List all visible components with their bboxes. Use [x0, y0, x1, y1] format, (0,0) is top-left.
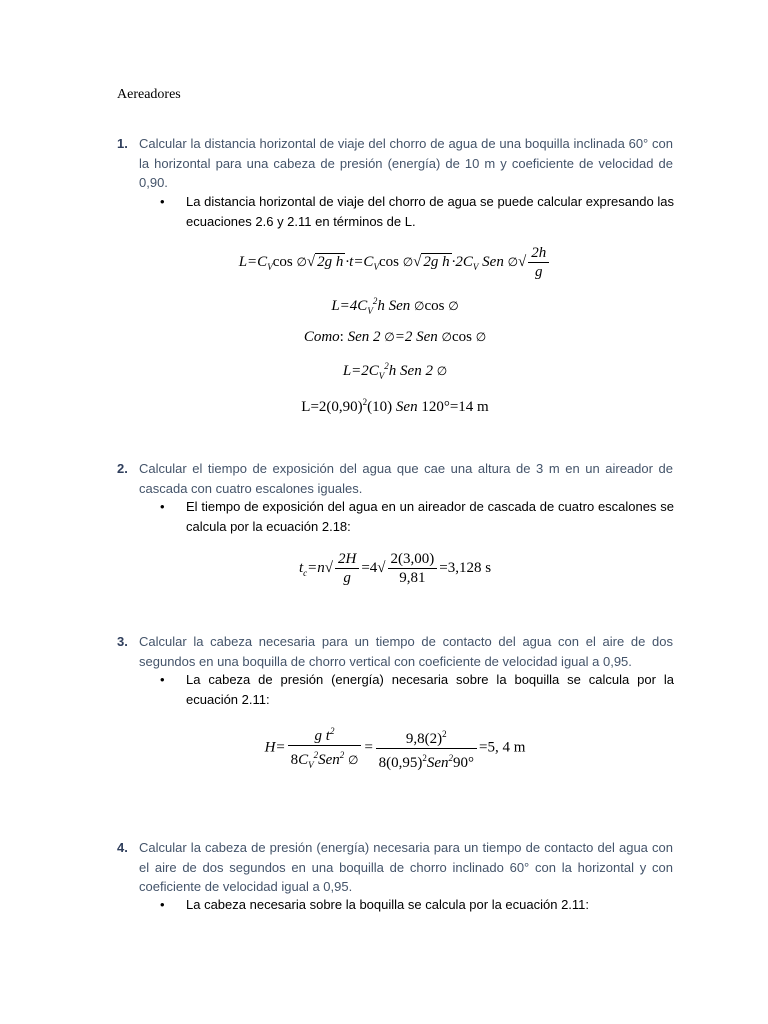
equation-3: H= $\frac{g t^2}{8C_V^2Sen^2 \emptyset}$ = $\frac{9,8(2)^2}{8(0,95)^2Sen^290^\circ}$ =5, 4 m [117, 722, 673, 774]
question-number: 4. [117, 840, 128, 855]
question-number: 3. [117, 634, 128, 649]
bullet-1 [160, 192, 674, 231]
question-text: Calcular la cabeza necesaria para un tiempo de contacto del agua con el aire de dos segundos en una boquilla de chorro vertical con coeficiente de velocidad igual a 0,95. [139, 634, 673, 669]
equation-2-result: =3,128 s [439, 559, 492, 576]
bullet-text: La distancia horizontal de viaje del chorro de agua se puede calcular expresando las ecuaciones 2.6 y 2.11 en términos de L. [186, 194, 674, 229]
equation-1c: Como: Sen 2 ∅=2 Sen ∅cos ∅ [303, 329, 487, 345]
question-2 [117, 459, 673, 498]
question-number: 2. [117, 461, 128, 476]
question-3 [117, 632, 673, 671]
question-text: Calcular el tiempo de exposición del agua que cae una altura de 3 m en un aireador de cascada con cuatro escalones iguales. [139, 461, 673, 496]
question-text: Calcular la distancia horizontal de viaje del chorro de agua de una boquilla inclinada 60° con la horizontal para una cabeza de presión (energía) de 10 m y coeficiente de velocidad de 0,90. [139, 136, 673, 190]
question-4 [117, 838, 673, 897]
equation-2: $t_c=n√$ $\frac{2H}{g}$ =4√ $\frac{2(3,00)}{9,81}$ =3,128 s [298, 551, 492, 586]
bullet-text: La cabeza necesaria sobre la boquilla se calcula por la ecuación 2.11: [186, 897, 590, 912]
question-number: 1. [117, 136, 128, 151]
question-text: Calcular la cabeza de presión (energía) necesaria para un tiempo de contacto del agua con el aire de dos segundos en una boquilla de chorro inclinado 60° con la horizontal y con coeficiente de velocidad igual a 0,95. [139, 840, 673, 894]
question-1 [117, 134, 673, 193]
bullet-2 [160, 497, 674, 536]
equation-1a: $L=C_V\cos$ ∅√ 2g $h \cdot t=C_V\cos$ ∅√ 2g $h \cdot 2C_V$ Sen ∅√ $\frac{2h}{g}$ [117, 244, 673, 281]
equation-1d: $L=2C_V^2h$ Sen 2 ∅ [342, 361, 448, 381]
bullet-text: El tiempo de exposición del agua en un aireador de cascada de cuatro escalones se calcula por la ecuación 2.18: [186, 499, 674, 534]
equation-1e: $L=2(0,90)^2(10)$ Sen 120°=14 m [301, 397, 489, 415]
bullet-dot: • [160, 194, 165, 209]
page-heading: Aereadores [117, 87, 181, 102]
bullet-dot: • [160, 499, 165, 514]
bullet-text: La cabeza de presión (energía) necesaria sobre la boquilla se calcula por la ecuación 2.11: [186, 672, 674, 707]
equation-1b: $L=4C_V^2h$ Sen ∅cos ∅ [331, 296, 459, 316]
bullet-dot: • [160, 672, 165, 687]
bullet-4 [160, 895, 674, 915]
equation-1-result: =14 m [449, 399, 489, 415]
equation-3-result: =5, 4 m [479, 739, 526, 756]
bullet-dot: • [160, 897, 165, 912]
bullet-3 [160, 670, 674, 709]
